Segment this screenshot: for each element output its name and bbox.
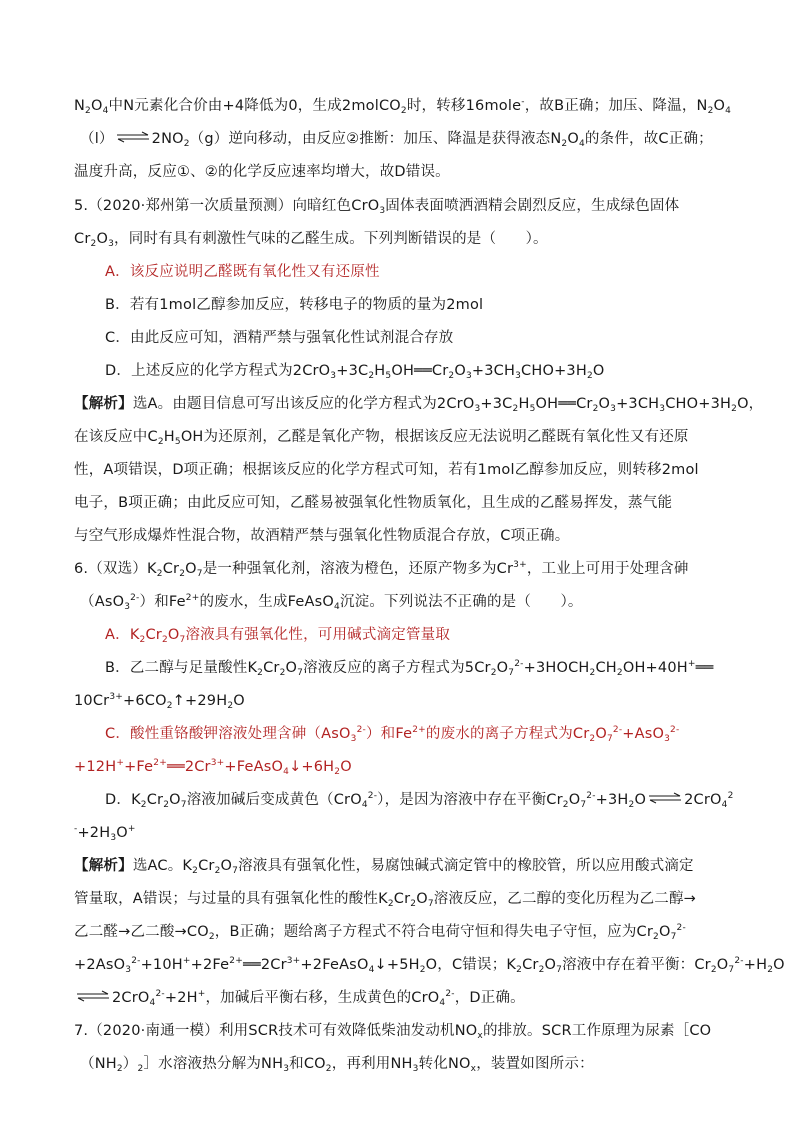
- text-line-content: A．$K_2Cr_2O_7$溶液具有强氧化性，可用碱式滴定管量取: [105, 627, 451, 645]
- equilibrium-arrow-icon: [75, 990, 111, 1002]
- text-line-content: （l） $2NO_2(g)$逆向移动，由反应②推断：加压、降温是获得液态$N_2O_4$的条件，故C正确；: [80, 131, 713, 149]
- text-line-content: A．该反应说明乙醛既有氧化性又有还原性: [105, 264, 380, 280]
- text-line-content: 【解析】选AC。$K_2Cr_2O_7$溶液具有强氧化性，易腐蚀碱式滴定管中的橡胶管，所以应用酸式滴定: [74, 858, 694, 876]
- text-line-content: 在该反应中$C_2H_5OH$为还原剂，乙醛是氧化产物，根据该反应无法说明乙醛既有氧化性又有还原: [74, 429, 689, 447]
- text-line-content: 管量取，A错误；与过量的具有强氧化性的酸性$K_2Cr_2O_7$溶液反应，乙二醇的变化历程为乙二醇→: [74, 891, 697, 909]
- text-line-content: C．酸性重铬酸钾溶液处理含砷（AsO$_3^{2-}$）和$Fe^{2+}$的废水的离子方程式为$Cr_2O_7^{2-}+AsO_3^{2-}$: [105, 725, 680, 744]
- text-line-content: B．若有1mol乙醇参加反应，转移电子的物质的量为2mol: [105, 297, 484, 313]
- text-line-content: $Cr_2O_3$，同时有具有刺激性气味的乙醛生成。下列判断错误的是（ ）。: [74, 231, 548, 249]
- text-line-content: （AsO$_3^{2-}$）和$Fe^{2+}$的废水，生成FeAsO$_4$沉淀。下列说法不正确的是（ ）。: [80, 593, 583, 612]
- text-line-content: $+12H^++Fe^{2+}══2Cr^{3+}+FeAsO_4↓+6H_2O$: [74, 758, 352, 777]
- text-line-content: $N_2O_4$中N元素化合价由+4降低为0，生成2molCO$_2$时，转移16mole-，故B正确；加压、降温，$N_2O_4$: [74, 97, 732, 116]
- text-line-content: 电子，B项正确；由此反应可知，乙醛易被强氧化性物质氧化，且生成的乙醛易挥发，蒸气能: [74, 495, 673, 511]
- text-line-content: B．乙二醇与足量酸性$K_2Cr_2O_7$溶液反应的离子方程式为$5Cr_2O_7^{2-}+3HOCH_2CH_2OH+40H^+══$: [105, 659, 714, 678]
- text-line-content: $+2AsO_3^{2-}+10H^++2Fe^{2+}══2Cr^{3+}+2FeAsO_4↓+5H_2O$，C错误；$K_2Cr_2O_7$溶液中存在着平衡：$Cr_2O_7^{2-}+H_2O$: [74, 956, 785, 975]
- text-line-content: $10Cr^{3+}+6CO_2↑+29H_2O$: [74, 692, 245, 711]
- equilibrium-arrow-icon: [647, 792, 683, 804]
- equilibrium-arrow-icon: [115, 131, 151, 143]
- text-line-content: 2CrO$_4^{2-}$+2H+，加碱后平衡右移，生成黄色的CrO$_4^{2-}$，D正确。: [74, 988, 525, 1008]
- text-line-content: D．$K_2Cr_2O_7$溶液加碱后变成黄色（CrO$_4^{2-}$），是因为溶液中存在平衡$Cr_2O_7^{2-}+3H_2O$ 2CrO$_4^2$: [105, 791, 734, 810]
- text-line-content: 【解析】选A。由题目信息可写出该反应的化学方程式为$2CrO_3+3C_2H_5OH══Cr_2O_3+3CH_3CHO+3H_2O$，: [74, 396, 764, 414]
- text-line-content: 温度升高，反应①、②的化学反应速率均增大，故D错误。: [74, 164, 450, 180]
- text-line-content: 与空气形成爆炸性混合物，故酒精严禁与强氧化性物质混合存放，C项正确。: [74, 528, 570, 544]
- text-line-content: $^-+2H_3O^+$: [74, 824, 136, 843]
- text-line-content: $(NH_2)_2]$水溶液热分解为$NH_3$和$CO_2$，再利用$NH_3$转化$NO_x$，装置如图所示：: [80, 1056, 594, 1074]
- text-line-content: 7.（2020·南通一模）利用SCR技术可有效降低柴油发动机$NO_x$的排放。SCR工作原理为尿素［CO: [74, 1023, 712, 1041]
- text-line-content: 乙二醛→乙二酸$\to CO_2$，B正确；题给离子方程式不符合电荷守恒和得失电子守恒，应为$Cr_2O_7^{2-}$: [74, 923, 686, 942]
- text-line-content: 6.（双选）$K_2Cr_2O_7$是一种强氧化剂，溶液为橙色，还原产物多为$Cr^{3+}$，工业上可用于处理含砷: [74, 560, 689, 579]
- text-line-content: C．由此反应可知，酒精严禁与强氧化性试剂混合存放: [105, 330, 454, 346]
- text-line-content: 5.（2020·郑州第一次质量预测）向暗红色CrO$_3$固体表面喷洒酒精会剧烈反应，生成绿色固体: [74, 198, 680, 216]
- text-line-content: D．上述反应的化学方程式为$2CrO_3+3C_2H_5OH══Cr_2O_3+3CH_3CHO+3H_2O$: [105, 363, 605, 381]
- text-line-content: 性，A项错误，D项正确；根据该反应的化学方程式可知，若有1mol乙醇参加反应，则转移2mol: [74, 462, 699, 478]
